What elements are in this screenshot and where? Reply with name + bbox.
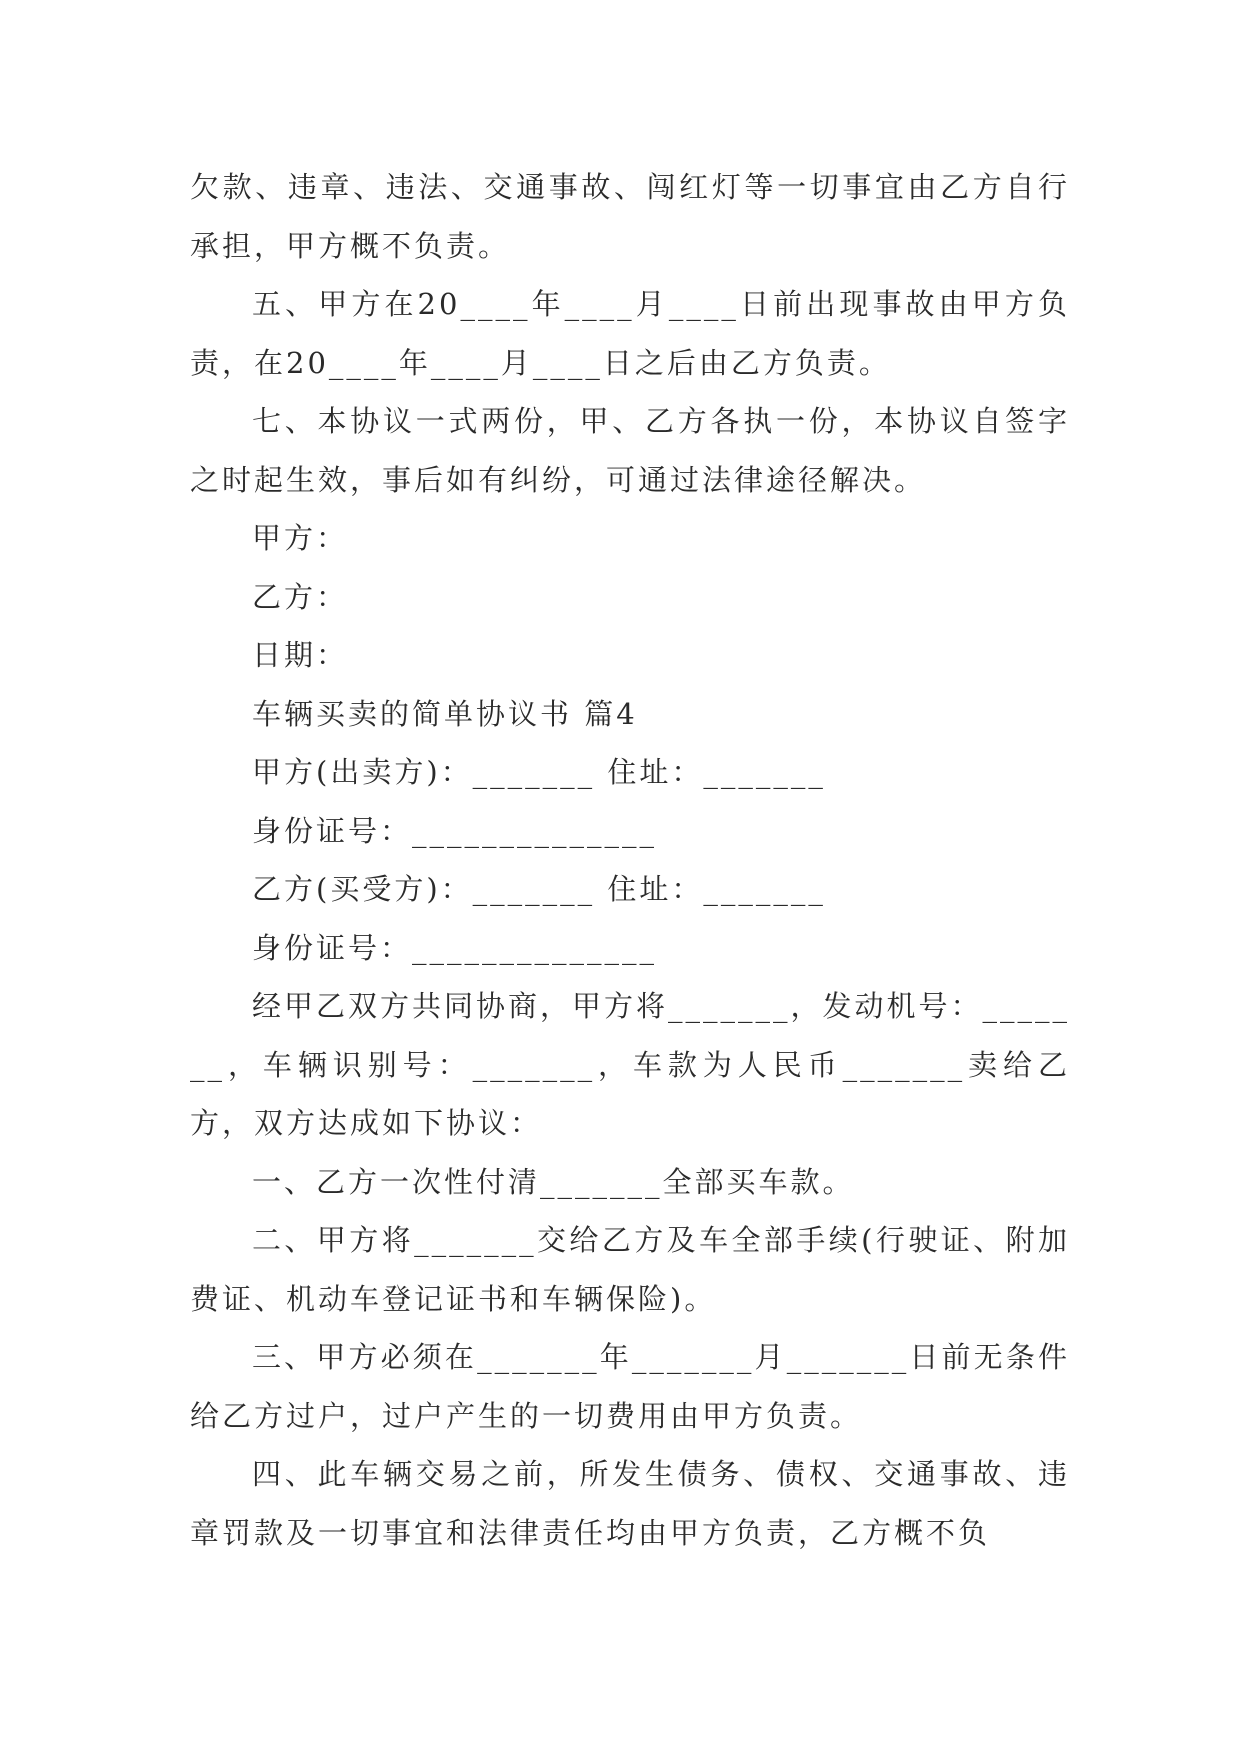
- signature-party-a: 甲方：: [252, 521, 349, 555]
- paragraph-clause-four: 四、此车辆交易之前，所发生债务、债权、交通事故、违章罚款及一切事宜和法律责任均由甲方负责，乙方概不负: [190, 1457, 1070, 1550]
- paragraph-agreement-intro: 经甲乙双方共同协商，甲方将_______，发动机号：_______，车辆识别号：_______，车款为人民币_______卖给乙方，双方达成如下协议：: [190, 989, 1071, 1140]
- document-body: [190, 158, 1070, 1562]
- paragraph-liability-continuation: 欠款、违章、违法、交通事故、闯红灯等一切事宜由乙方自行承担，甲方概不负责。: [190, 170, 1070, 263]
- seller-id-line: 身份证号：______________: [252, 813, 658, 848]
- signature-date: 日期：: [252, 638, 349, 672]
- paragraph-clause-one: 一、乙方一次性付清_______全部买车款。: [252, 1164, 855, 1199]
- signature-party-b: 乙方：: [252, 579, 349, 614]
- section-heading: 车辆买卖的简单协议书 篇4: [252, 696, 638, 731]
- seller-info-line: 甲方(出卖方)：_______ 住址：_______: [252, 755, 826, 789]
- buyer-id-line: 身份证号：______________: [252, 930, 658, 965]
- paragraph-clause-three: 三、甲方必须在_______年_______月_______日前无条件给乙方过户，过户产生的一切费用由甲方负责。: [190, 1340, 1070, 1433]
- paragraph-clause-five: 五、甲方在20____年____月____日前出现事故由甲方负责，在20____年____月____日之后由乙方负责。: [190, 287, 1070, 380]
- paragraph-clause-two: 二、甲方将_______交给乙方及车全部手续(行驶证、附加费证、机动车登记证书和车辆保险)。: [190, 1223, 1070, 1316]
- buyer-info-line: 乙方(买受方)：_______ 住址：_______: [252, 872, 826, 906]
- paragraph-clause-seven: 七、本协议一式两份，甲、乙方各执一份，本协议自签字之时起生效，事后如有纠纷，可通过法律途径解决。: [190, 404, 1070, 497]
